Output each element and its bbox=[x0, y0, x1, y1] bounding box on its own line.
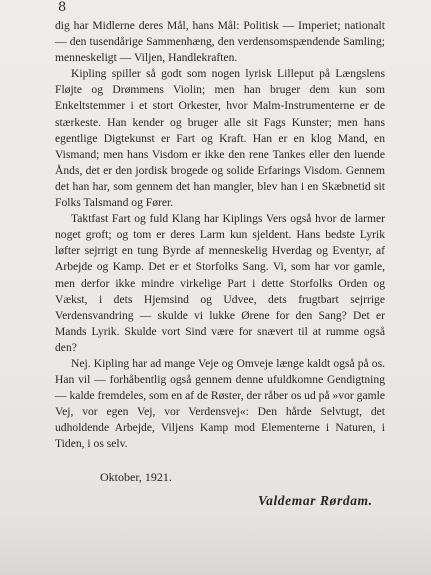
date-line: Oktober, 1921. bbox=[100, 470, 172, 484]
author-signature: Valdemar Rørdam. bbox=[258, 493, 373, 508]
paragraph-4: Nej. Kipling har ad mange Veje og Omveje længe kaldt også på os. Han vil — forhåbentlig også gennem denne ufuldkomne Gendigtning — kalde fremdeles, som en af de Røster, der råber os ud på »vor gamle Vej, vor egen Vej, vor Verdensvej«: Den hårde Selvtugt, det udholdende Arbejde, Viljens Kamp mod Elementerne i Naturen, i Tiden, i os selv. bbox=[55, 356, 385, 451]
paragraph-2: Kipling spiller så godt som nogen lyrisk Lilleput på Længslens Fløjte og Drømmens Violin; men han bruger dem kun som Enkeltstemmer i et stort Orkester, hvor Malm-Instrumenterne er de stærkeste. Han kender og bruger alle sit Fags Kunster; men hans egentlige Digtekunst er Fart og Kraft. Han er en klog Mand, en Vismand; men hans Visdom er ikke den rene Tankes eller den luende Ånds, det er den jordisk brogede og solide Erfarings Visdom. Gennem det han har, som gennem det han mangler, blev han i en Skæbnetid sit Folks Talsmand og Fører. bbox=[55, 67, 385, 210]
body-text bbox=[55, 18, 385, 453]
paragraph-1: dig har Midlerne deres Mål, hans Mål: Politisk — Imperiet; nationalt — den tusendårige Sammenhæng, den verdensomspændende Samling; menneskeligt — Viljen, Handlekraften. bbox=[55, 19, 385, 65]
page-number: 8 bbox=[58, 0, 67, 15]
paragraph-3: Taktfast Fart og fuld Klang har Kiplings Vers også hvor de larmer noget groft; og tom er deres Larm kun sjeldent. Hans bedste Lyrik løfter sejrrigt en tung Byrde af menneskelig Hverdag og Eventyr, af Arbejde og Kamp. Det er et Storfolks Sang. Vi, som har vor gamle, men derfor ikke mindre virkelige Part i dette Storfolks Orden og Vækst, i dets Hjemsind og Udvee, dets frugtbart sejrrige Verdensvandring — skulde vi lukke Ørene for den Sang? Det er Mands Lyrik. Skulde vort Sind være for snævert til at rumme også den? bbox=[55, 212, 385, 354]
